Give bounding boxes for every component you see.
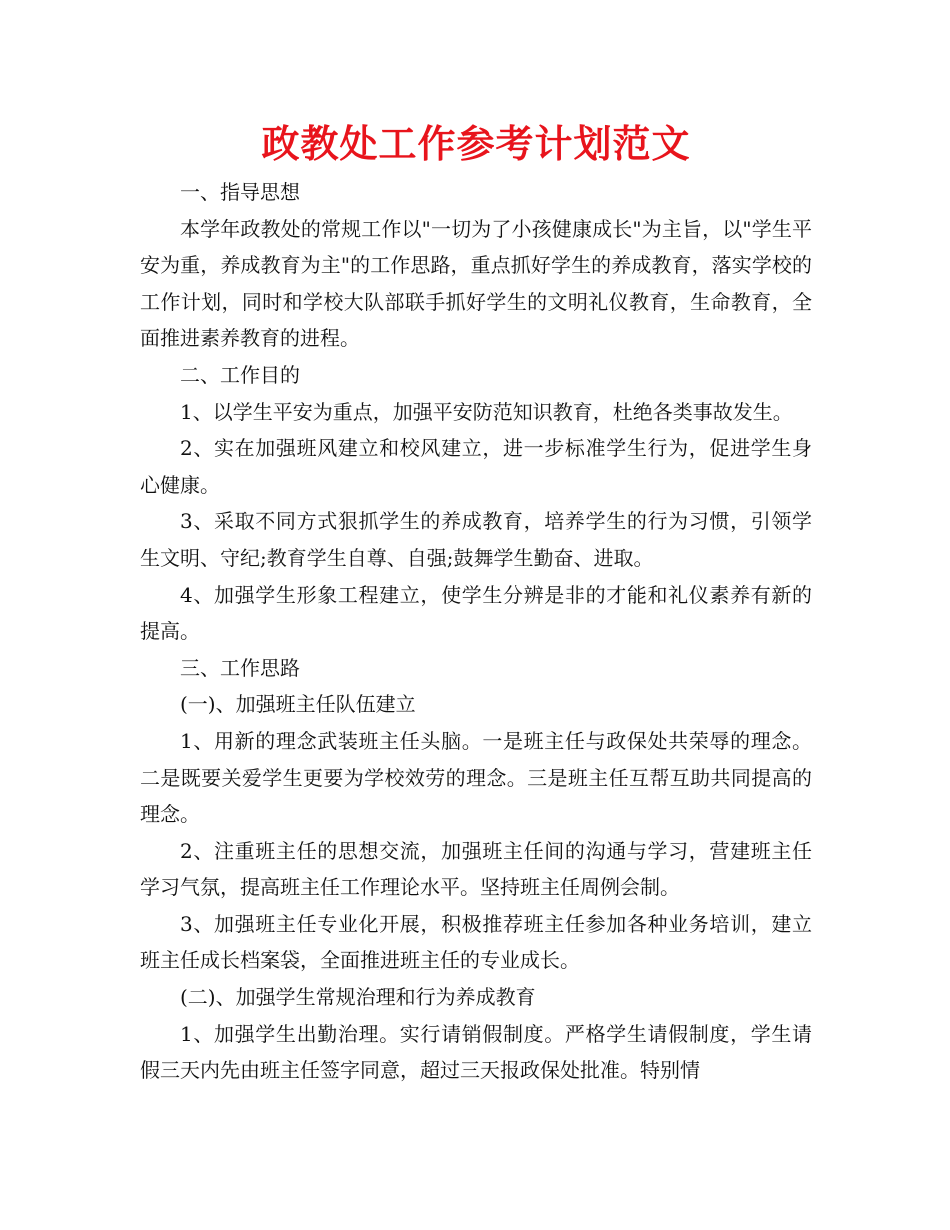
section-heading: 二、工作目的 xyxy=(180,362,300,387)
body-paragraph: 本学年政教处的常规工作以"一切为了小孩健康成长"为主旨，以"学生平安为重，养成教育为主"的工作思路，重点抓好学生的养成教育，落实学校的工作计划，同时和学校大队部联手抓好学生的文明礼仪教育，生命教育，全面推进素养教育的进程。 xyxy=(140,216,812,351)
subsection-heading: (一)、加强班主任队伍建立 xyxy=(180,692,416,717)
body-paragraph: 1、以学生平安为重点，加强平安防范知识教育，杜绝各类事故发生。 xyxy=(180,399,793,424)
document-title: 政教处工作参考计划范文 xyxy=(261,121,691,166)
body-paragraph: 1、用新的理念武装班主任头脑。一是班主任与政保处共荣辱的理念。二是既要关爱学生更要为学校效劳的理念。三是班主任互帮互助共同提高的理念。 xyxy=(140,728,812,827)
body-paragraph: 3、采取不同方式狠抓学生的养成教育，培养学生的行为习惯，引领学生文明、守纪;教育学生自尊、自强;鼓舞学生勤奋、进取。 xyxy=(140,509,812,570)
body-paragraph: 2、注重班主任的思想交流，加强班主任间的沟通与学习，营建班主任学习气氛，提高班主任工作理论水平。坚持班主任周例会制。 xyxy=(140,838,812,900)
section-heading: 一、指导思想 xyxy=(180,180,300,204)
subsection-heading: (二)、加强学生常规治理和行为养成教育 xyxy=(180,985,536,1010)
section-heading: 三、工作思路 xyxy=(180,655,300,680)
document-page xyxy=(140,118,812,1089)
body-paragraph: 2、实在加强班风建立和校风建立，进一步标准学生行为，促进学生身心健康。 xyxy=(140,436,812,497)
body-paragraph: 1、加强学生出勤治理。实行请销假制度。严格学生请假制度，学生请假三天内先由班主任签字同意，超过三天报政保处批准。特别情 xyxy=(140,1021,812,1083)
body-paragraph: 4、加强学生形象工程建立，使学生分辨是非的才能和礼仪素养有新的提高。 xyxy=(140,582,812,644)
body-paragraph: 3、加强班主任专业化开展，积极推荐班主任参加各种业务培训，建立班主任成长档案袋，全面推进班主任的专业成长。 xyxy=(140,911,812,973)
